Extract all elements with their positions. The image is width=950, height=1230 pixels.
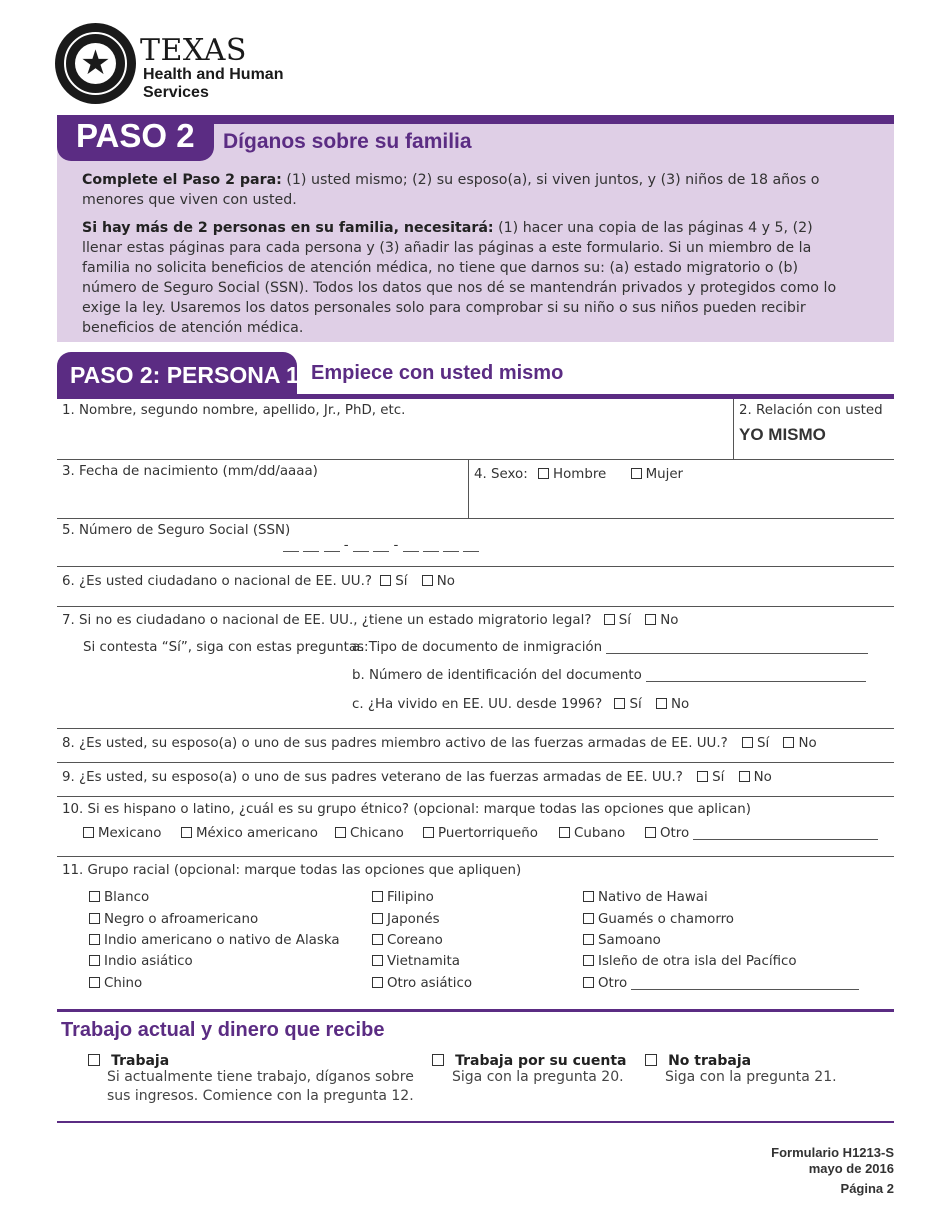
checkbox[interactable] (583, 934, 594, 945)
checkbox[interactable] (88, 1054, 100, 1066)
person-subtitle: Empiece con usted mismo (311, 362, 564, 384)
logo-line2: Services (143, 84, 209, 101)
q10-opt-5[interactable]: Otro (645, 826, 878, 841)
q7a: a. Tipo de documento de inmigración (352, 640, 868, 655)
checkbox[interactable] (645, 827, 656, 838)
step-tab-title: PASO 2 (76, 117, 195, 154)
work-option-not-working[interactable]: No trabaja (645, 1050, 751, 1069)
q10-opt-0[interactable]: Mexicano (83, 826, 161, 841)
footer-form: Formulario H1213-S (771, 1145, 894, 1160)
q6-yes-checkbox[interactable] (380, 575, 391, 586)
name-field[interactable] (57, 400, 733, 458)
q2-label: 2. Relación con usted (739, 403, 883, 418)
checkbox[interactable] (583, 913, 594, 924)
q7c-yes-checkbox[interactable] (614, 698, 625, 709)
q11-col3-4[interactable]: Otro (583, 976, 859, 991)
work-opt1-desc1: Si actualmente tiene trabajo, díganos sobre (107, 1069, 414, 1085)
birthdate-field[interactable] (57, 482, 467, 516)
q8: 8. ¿Es usted, su esposo(a) o uno de sus padres miembro activo de las fuerzas armadas de EE. UU.? Sí No (62, 736, 817, 751)
checkbox[interactable] (432, 1054, 444, 1066)
checkbox[interactable] (89, 891, 100, 902)
checkbox[interactable] (335, 827, 346, 838)
q7: 7. Si no es ciudadano o nacional de EE. UU., ¿tiene un estado migratorio legal? Sí No (62, 613, 679, 628)
q11-col3-0[interactable]: Nativo de Hawai (583, 890, 708, 905)
q10-opt-4[interactable]: Cubano (559, 826, 625, 841)
q6-no-checkbox[interactable] (422, 575, 433, 586)
q7-if-label: Si contesta “Sí”, siga con estas preguntas: (83, 640, 369, 655)
checkbox[interactable] (83, 827, 94, 838)
logo-line1: Health and Human (143, 66, 284, 83)
q11-col2-0[interactable]: Filipino (372, 890, 434, 905)
q11-col2-3[interactable]: Vietnamita (372, 954, 460, 969)
q10-opt-2[interactable]: Chicano (335, 826, 404, 841)
q11-col3-3[interactable]: Isleño de otra isla del Pacífico (583, 954, 797, 969)
ssn-field[interactable]: - - (283, 538, 479, 553)
q7b: b. Número de identificación del documento (352, 668, 866, 683)
q7b-input[interactable] (646, 668, 866, 682)
q3-label: 3. Fecha de nacimiento (mm/dd/aaaa) (62, 464, 318, 479)
q9: 9. ¿Es usted, su esposo(a) o uno de sus padres veterano de las fuerzas armadas de EE. UU.? Sí No (62, 770, 772, 785)
q10-opt-1[interactable]: México americano (181, 826, 318, 841)
q5-label: 5. Número de Seguro Social (SSN) (62, 523, 291, 538)
checkbox[interactable] (645, 1054, 657, 1066)
q1-label: 1. Nombre, segundo nombre, apellido, Jr., PhD, etc. (62, 403, 406, 418)
checkbox[interactable] (89, 955, 100, 966)
q11-col3-2[interactable]: Samoano (583, 933, 661, 948)
work-option-self-employed[interactable]: Trabaja por su cuenta (432, 1050, 627, 1069)
q8-yes-checkbox[interactable] (742, 737, 753, 748)
q11-col1-3[interactable]: Indio asiático (89, 954, 193, 969)
checkbox[interactable] (583, 955, 594, 966)
q11-label: 11. Grupo racial (opcional: marque todas las opciones que apliquen) (62, 863, 522, 878)
step-paragraph-2: Si hay más de 2 personas en su familia, necesitará: (1) hacer una copia de las páginas 4 y 5, (2) llenar estas páginas para cada persona y (3) añadir las páginas a este formulario. Si un miembro de la familia no solicita beneficios de atención médica, no tiene que darnos su: (a) estado migratorio o (b) número de Seguro Social (SSN). Todos los datos que nos dé se mantendrán privados y protegidos como lo exige la ley. Usaremos los datos personales solo para comprobar si su niño o sus niños pueden recibir beneficios de atención médica. (82, 220, 837, 336)
checkbox[interactable] (423, 827, 434, 838)
q11-col2-1[interactable]: Japonés (372, 912, 440, 927)
checkbox[interactable] (89, 913, 100, 924)
checkbox[interactable] (89, 934, 100, 945)
q2-value: YO MISMO (739, 425, 826, 444)
q10-other-input[interactable] (693, 826, 878, 840)
footer-date: mayo de 2016 (808, 1161, 894, 1176)
footer-page: Página 2 (840, 1181, 894, 1196)
q7c: c. ¿Ha vivido en EE. UU. desde 1996? Sí No (352, 697, 690, 712)
checkbox[interactable] (583, 977, 594, 988)
q6: 6. ¿Es usted ciudadano o nacional de EE. UU.? Sí No (62, 574, 455, 589)
q4-sex: 4. Sexo: Hombre Mujer (474, 467, 684, 482)
q11-col1-4[interactable]: Chino (89, 976, 142, 991)
work-section-title: Trabajo actual y dinero que recibe (61, 1019, 385, 1041)
checkbox[interactable] (372, 977, 383, 988)
q10-opt-3[interactable]: Puertorriqueño (423, 826, 538, 841)
female-checkbox[interactable] (631, 468, 642, 479)
male-checkbox[interactable] (538, 468, 549, 479)
work-opt2-desc: Siga con la pregunta 20. (452, 1069, 624, 1085)
q11-col1-2[interactable]: Indio americano o nativo de Alaska (89, 933, 340, 948)
texas-seal-logo (55, 23, 136, 104)
checkbox[interactable] (559, 827, 570, 838)
checkbox[interactable] (372, 913, 383, 924)
work-option-employed[interactable]: Trabaja (88, 1050, 169, 1069)
q7-no-checkbox[interactable] (645, 614, 656, 625)
q10-label: 10. Si es hispano o latino, ¿cuál es su grupo étnico? (opcional: marque todas las opciones que aplican) (62, 802, 751, 817)
q9-no-checkbox[interactable] (739, 771, 750, 782)
q9-yes-checkbox[interactable] (697, 771, 708, 782)
work-opt3-desc: Siga con la pregunta 21. (665, 1069, 837, 1085)
q11-col3-1[interactable]: Guamés o chamorro (583, 912, 734, 927)
checkbox[interactable] (372, 955, 383, 966)
checkbox[interactable] (583, 891, 594, 902)
q11-col1-1[interactable]: Negro o afroamericano (89, 912, 258, 927)
q7-yes-checkbox[interactable] (604, 614, 615, 625)
step-subtitle: Díganos sobre su familia (223, 130, 472, 153)
q11-col1-0[interactable]: Blanco (89, 890, 149, 905)
logo-texas: TEXAS (140, 33, 247, 68)
step-paragraph-1: Complete el Paso 2 para: (1) usted mismo; (2) su esposo(a), si viven juntos, y (3) niños de 18 años o menores que viven con usted. (82, 172, 820, 208)
person-tab-title: PASO 2: PERSONA 1 (70, 362, 299, 388)
q11-other-input[interactable] (631, 976, 859, 990)
checkbox[interactable] (181, 827, 192, 838)
q11-col2-2[interactable]: Coreano (372, 933, 443, 948)
q8-no-checkbox[interactable] (783, 737, 794, 748)
q11-col2-4[interactable]: Otro asiático (372, 976, 472, 991)
q7c-no-checkbox[interactable] (656, 698, 667, 709)
checkbox[interactable] (372, 934, 383, 945)
work-opt1-desc2: sus ingresos. Comience con la pregunta 12. (107, 1088, 414, 1104)
checkbox[interactable] (89, 977, 100, 988)
checkbox[interactable] (372, 891, 383, 902)
q7a-input[interactable] (606, 640, 868, 654)
star-icon: ★ (80, 43, 111, 83)
